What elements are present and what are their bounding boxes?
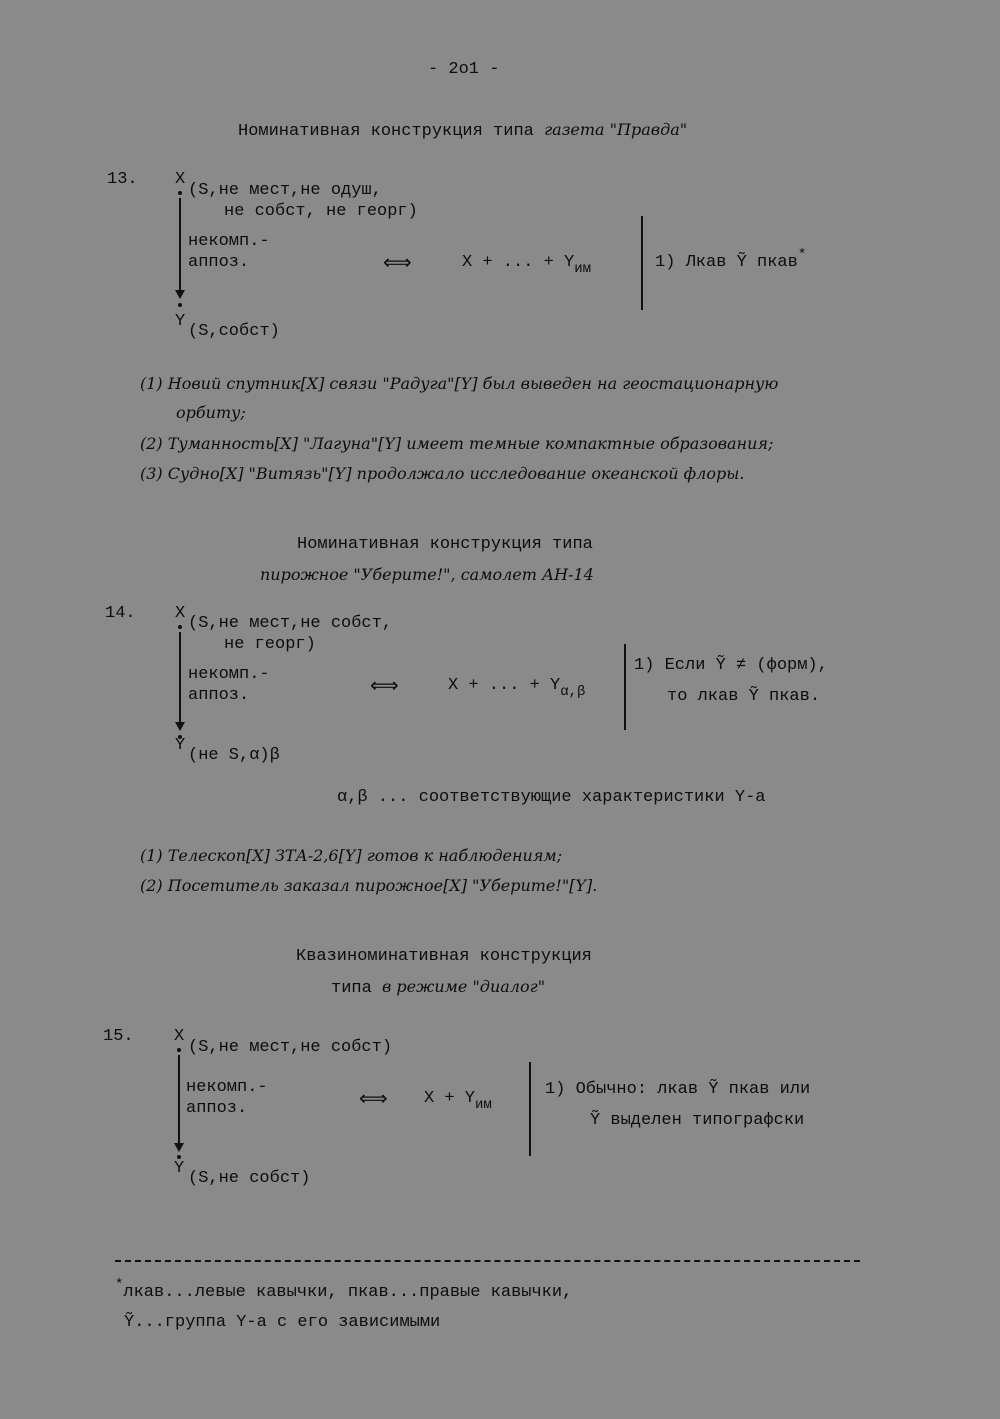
rule-13-x-props-2: не собст, не георг) bbox=[224, 202, 418, 221]
rule-14-top-dot bbox=[178, 625, 182, 629]
rule-14-x-props-2: не георг) bbox=[224, 635, 316, 654]
section-13-title-italic: газета "Правда" bbox=[544, 120, 688, 139]
rule-15-arrowhead bbox=[174, 1143, 184, 1152]
section-15-title-2 bbox=[331, 977, 545, 998]
rule-15-condition-2: Ỹ выделен типографски bbox=[590, 1111, 805, 1130]
example-13-3: (3) Судно[X] "Витязь"[Y] продолжало исследование океанской флоры. bbox=[140, 464, 745, 483]
rule-15-dependency-arrow bbox=[178, 1055, 180, 1143]
rule-13-relation-2: аппоз. bbox=[188, 253, 250, 272]
rule-15-equivalence-arrow: ⟺ bbox=[359, 1089, 388, 1112]
rule-13-y: Y bbox=[175, 312, 186, 331]
section-13-title-plain: Номинативная конструкция типа bbox=[238, 122, 545, 141]
example-14-2: (2) Посетитель заказал пирожное[X] "Уберите!"[Y]. bbox=[140, 876, 598, 895]
rule-13-formula-main: X + ... + Y bbox=[462, 253, 575, 272]
footnote-separator bbox=[115, 1260, 860, 1262]
rule-15-relation-1: некомп.- bbox=[186, 1078, 268, 1097]
rule-13-equivalence-arrow: ⟺ bbox=[383, 253, 412, 276]
rule-14-arrowhead bbox=[175, 722, 185, 731]
rule-15-x: X bbox=[174, 1027, 185, 1046]
section-15-title-2-italic: в режиме "диалог" bbox=[382, 977, 546, 996]
footnote-line-2: Ỹ...группа Y-а с его зависимыми bbox=[124, 1313, 441, 1332]
rule-15-formula-main: X + Y bbox=[424, 1089, 476, 1108]
rule-15-formula-sub: им bbox=[475, 1097, 492, 1113]
rule-13-condition-star: * bbox=[797, 247, 807, 263]
rule-13-top-dot bbox=[178, 191, 182, 195]
rule-13-formula bbox=[462, 253, 592, 277]
rule-14-note: α,β ... соответствующие характеристики Y-а bbox=[337, 788, 766, 807]
section-15-title-1: Квазиноминативная конструкция bbox=[296, 947, 592, 966]
rule-13-condition bbox=[655, 247, 807, 272]
rule-14-relation-2: аппоз. bbox=[188, 686, 250, 705]
rule-15-y: Y bbox=[174, 1159, 185, 1178]
rule-14-y: Y bbox=[175, 736, 186, 755]
example-13-2: (2) Туманность[X] "Лагуна"[Y] имеет темные компактные образования; bbox=[140, 434, 774, 453]
rule-15-x-props: (S,не мест,не собст) bbox=[188, 1038, 393, 1057]
rule-15-formula bbox=[424, 1089, 492, 1113]
rule-15-top-dot bbox=[177, 1048, 181, 1052]
rule-number-14: 14. bbox=[105, 604, 136, 623]
rule-15-y-props: (S,не собст) bbox=[188, 1169, 311, 1188]
rule-14-dependency-arrow bbox=[179, 632, 181, 722]
example-14-1: (1) Телескоп[X] ЗТА-2,6[Y] готов к наблюдениям; bbox=[140, 846, 563, 865]
section-15-title-2-plain: типа bbox=[331, 979, 383, 998]
footnote-star: * bbox=[115, 1277, 124, 1293]
rule-14-condition-2: то лкав Ỹ пкав. bbox=[667, 687, 821, 706]
rule-13-x-props-1: (S,не мест,не одуш, bbox=[188, 181, 382, 200]
rule-13-dependency-arrow bbox=[179, 198, 181, 290]
rule-13-x: X bbox=[175, 170, 186, 189]
rule-14-formula-sub: α,β bbox=[560, 684, 586, 700]
rule-14-x-props-1: (S,не мест,не собст, bbox=[188, 614, 393, 633]
rule-14-equivalence-arrow: ⟺ bbox=[370, 676, 399, 699]
rule-number-13: 13. bbox=[107, 170, 138, 189]
rule-13-arrowhead bbox=[175, 290, 185, 299]
footnote-text-1: лкав...левые кавычки, пкав...правые кавычки, bbox=[123, 1283, 573, 1302]
rule-13-bottom-dot bbox=[178, 303, 182, 307]
section-14-title-2: пирожное "Уберите!", самолет АН-14 bbox=[260, 565, 594, 584]
rule-13-formula-sub: им bbox=[574, 261, 592, 277]
page-number: - 2o1 - bbox=[428, 60, 500, 79]
rule-15-relation-2: аппоз. bbox=[186, 1099, 248, 1118]
rule-13-relation-1: некомп.- bbox=[188, 232, 270, 251]
footnote-line-1 bbox=[115, 1277, 573, 1302]
example-13-1-cont: орбиту; bbox=[176, 403, 246, 422]
rule-14-relation-1: некомп.- bbox=[188, 665, 270, 684]
rule-14-formula bbox=[448, 676, 586, 700]
rule-number-15: 15. bbox=[103, 1027, 134, 1046]
rule-13-y-props: (S,собст) bbox=[188, 322, 280, 341]
rule-14-condition-1: 1) Если Ỹ ≠ (форм), bbox=[634, 656, 828, 675]
rule-14-x: X bbox=[175, 604, 186, 623]
rule-13-condition-separator bbox=[641, 216, 643, 310]
rule-15-condition-1: 1) Обычно: лкав Ỹ пкав или bbox=[545, 1080, 811, 1099]
section-13-title bbox=[238, 120, 687, 141]
rule-15-condition-separator bbox=[529, 1062, 531, 1156]
rule-14-condition-separator bbox=[624, 644, 626, 730]
example-13-1: (1) Новий спутник[X] связи "Радуга"[Y] был выведен на геостационарную bbox=[140, 374, 779, 393]
rule-14-y-props: (не S,α)β bbox=[188, 746, 280, 765]
rule-13-condition-text: 1) Лкав Ỹ пкав bbox=[655, 253, 798, 272]
section-14-title-1: Номинативная конструкция типа bbox=[297, 535, 593, 554]
rule-14-formula-main: X + ... + Y bbox=[448, 676, 561, 695]
